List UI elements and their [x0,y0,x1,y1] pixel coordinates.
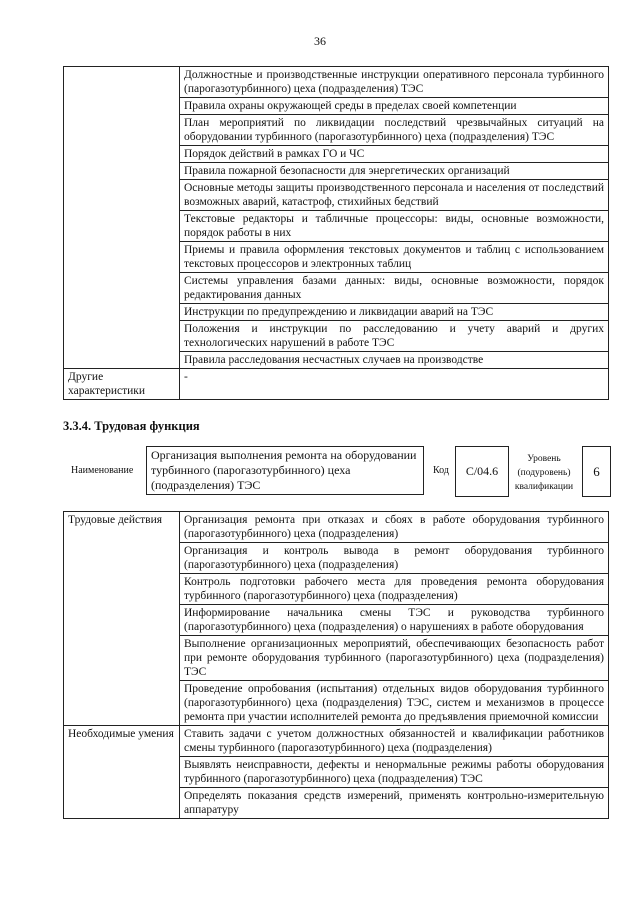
function-code-box: C/04.6 [455,446,509,497]
name-label: Наименование [71,465,134,476]
knowledge-item: Правила расследования несчастных случаев на производстве [180,352,609,369]
function-table [63,511,609,819]
empty-label-cell [64,67,180,369]
actions-label: Трудовые действия [64,512,180,726]
section-title: 3.3.4. Трудовая функция [63,419,200,433]
knowledge-item: План мероприятий по ликвидации последствий чрезвычайных ситуаций на оборудовании турбинного (парогазотурбинного) цеха (подразделения) ТЭС [180,115,609,146]
knowledge-item: Основные методы защиты производственного персонала и населения от последствий возможных аварий, катастроф, стихийных бедствий [180,180,609,211]
knowledge-item: Инструкции по предупреждению и ликвидации аварий на ТЭС [180,304,609,321]
knowledge-item: Системы управления базами данных: виды, основные возможности, порядок редактирования данных [180,273,609,304]
knowledge-table [63,66,609,400]
knowledge-item: Правила охраны окружающей среды в пределах своей компетенции [180,98,609,115]
knowledge-item: Положения и инструкции по расследованию и учету аварий и других технологических нарушений в работе ТЭС [180,321,609,352]
knowledge-item: Должностные и производственные инструкции оперативного персонала турбинного (парогазотурбинного) цеха (подразделения) ТЭС [180,67,609,98]
skill-item: Выявлять неисправности, дефекты и ненормальные режимы работы оборудования турбинного (парогазотурбинного) цеха (подразделения) ТЭС [180,757,609,788]
skill-item: Ставить задачи с учетом должностных обязанностей и квалификации работников смены турбинного (парогазотурбинного) цеха (подразделения) [180,726,609,757]
function-name-box: Организация выполнения ремонта на оборудовании турбинного (парогазотурбинного) цеха (подразделения) ТЭС [146,446,424,495]
level-value-box: 6 [582,446,611,497]
other-characteristics-label: Другие характеристики [64,369,180,400]
action-item: Проведение опробования (испытания) отдельных видов оборудования турбинного (парогазотурбинного) цеха (подразделения) ТЭС, систем и механизмов в процессе ремонта при участии исполнителей ремонта до предъявления приемочной комиссии [180,681,609,726]
code-label: Код [433,465,449,476]
skill-item: Определять показания средств измерений, применять контрольно-измерительную аппаратуру [180,788,609,819]
page-number: 36 [314,34,326,48]
skills-label: Необходимые умения [64,726,180,819]
other-characteristics-value: - [180,369,609,400]
knowledge-item: Правила пожарной безопасности для энергетических организаций [180,163,609,180]
knowledge-item: Приемы и правила оформления текстовых документов и таблиц с использованием текстовых процессоров и электронных таблиц [180,242,609,273]
table-row [64,512,609,543]
action-item: Организация ремонта при отказах и сбоях в работе оборудования турбинного (парогазотурбинного) цеха (подразделения) [180,512,609,543]
level-label: Уровень (подуровень) квалификации [514,454,574,492]
table-row [64,67,609,98]
action-item: Информирование начальника смены ТЭС и руководства турбинного (парогазотурбинного) цеха (подразделения) о нарушениях в работе оборудования [180,605,609,636]
action-item: Выполнение организационных мероприятий, обеспечивающих безопасность работ при ремонте оборудования турбинного (парогазотурбинного) цеха (подразделения) ТЭС [180,636,609,681]
table-row [64,369,609,400]
table-row [64,726,609,757]
knowledge-item: Текстовые редакторы и табличные процессоры: виды, основные возможности, порядок работы в них [180,211,609,242]
action-item: Контроль подготовки рабочего места для проведения ремонта оборудования турбинного (парогазотурбинного) цеха (подразделения) [180,574,609,605]
knowledge-item: Порядок действий в рамках ГО и ЧС [180,146,609,163]
action-item: Организация и контроль вывода в ремонт оборудования турбинного (парогазотурбинного) цеха (подразделения) [180,543,609,574]
